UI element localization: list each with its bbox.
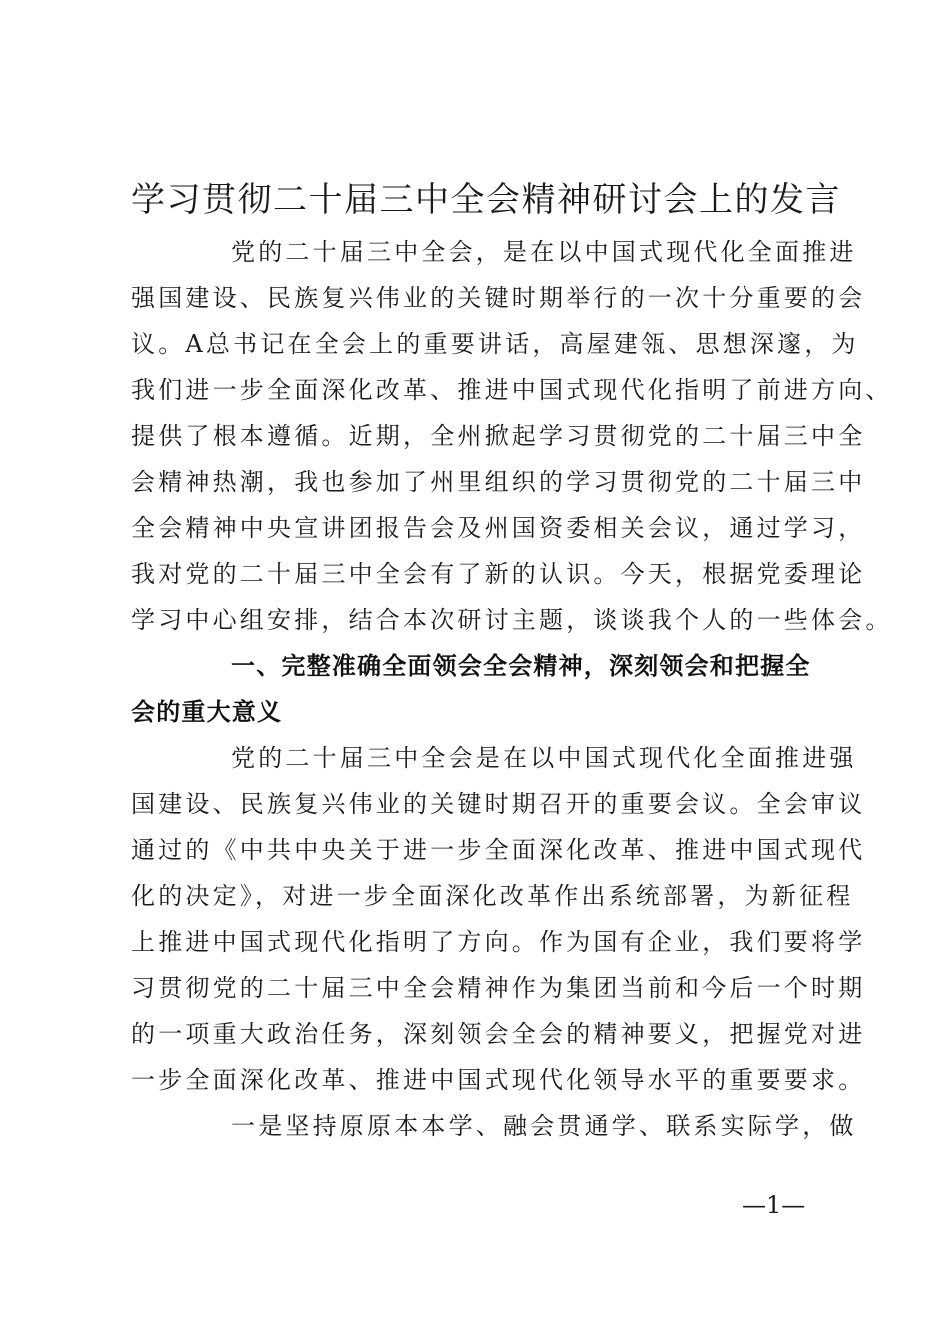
- section-body-line: 上推进中国式现代化指明了方向。作为国有企业，我们要将学: [131, 928, 866, 956]
- intro-line: 我对党的二十届三中全会有了新的认识。今天，根据党委理论: [131, 560, 866, 588]
- section-body-line: 的一项重大政治任务，深刻领会全会的精神要义，把握党对进: [131, 1020, 866, 1048]
- section-body-line: 习贯彻党的二十届三中全会精神作为集团当前和今后一个时期: [131, 974, 866, 1002]
- section-body-line: 党的二十届三中全会是在以中国式现代化全面推进强: [231, 744, 857, 772]
- paragraph-line: 一是坚持原原本本学、融会贯通学、联系实际学，做: [231, 1112, 857, 1140]
- intro-line: 学习中心组安排，结合本次研讨主题，谈谈我个人的一些体会。: [131, 606, 893, 634]
- intro-line: 党的二十届三中全会，是在以中国式现代化全面推进: [231, 238, 857, 266]
- intro-line: 我们进一步全面深化改革、推进中国式现代化指明了前进方向、: [131, 376, 893, 404]
- section-body-line: 一步全面深化改革、推进中国式现代化领导水平的重要要求。: [131, 1066, 866, 1094]
- intro-line: 议。A总书记在全会上的重要讲话，高屋建瓴、思想深邃，为: [131, 330, 859, 358]
- intro-line: 强国建设、民族复兴伟业的关键时期举行的一次十分重要的会: [131, 284, 866, 312]
- section-body-line: 化的决定》，对进一步全面深化改革作出系统部署，为新征程: [131, 882, 854, 910]
- page-number: —1—: [742, 1191, 806, 1219]
- intro-line: 提供了根本遵循。近期，全州掀起学习贯彻党的二十届三中全: [131, 422, 866, 450]
- section-heading: 会的重大意义: [131, 698, 283, 726]
- intro-line: 会精神热潮，我也参加了州里组织的学习贯彻党的二十届三中: [131, 468, 866, 496]
- document-title: 学习贯彻二十届三中全会精神研讨会上的发言: [131, 180, 841, 220]
- section-heading: 一、完整准确全面领会全会精神，深刻领会和把握全: [231, 652, 811, 680]
- section-body-line: 通过的《中共中央关于进一步全面深化改革、推进中国式现代: [131, 836, 866, 864]
- intro-line: 全会精神中央宣讲团报告会及州国资委相关会议，通过学习，: [131, 514, 866, 542]
- section-body-line: 国建设、民族复兴伟业的关键时期召开的重要会议。全会审议: [131, 790, 866, 818]
